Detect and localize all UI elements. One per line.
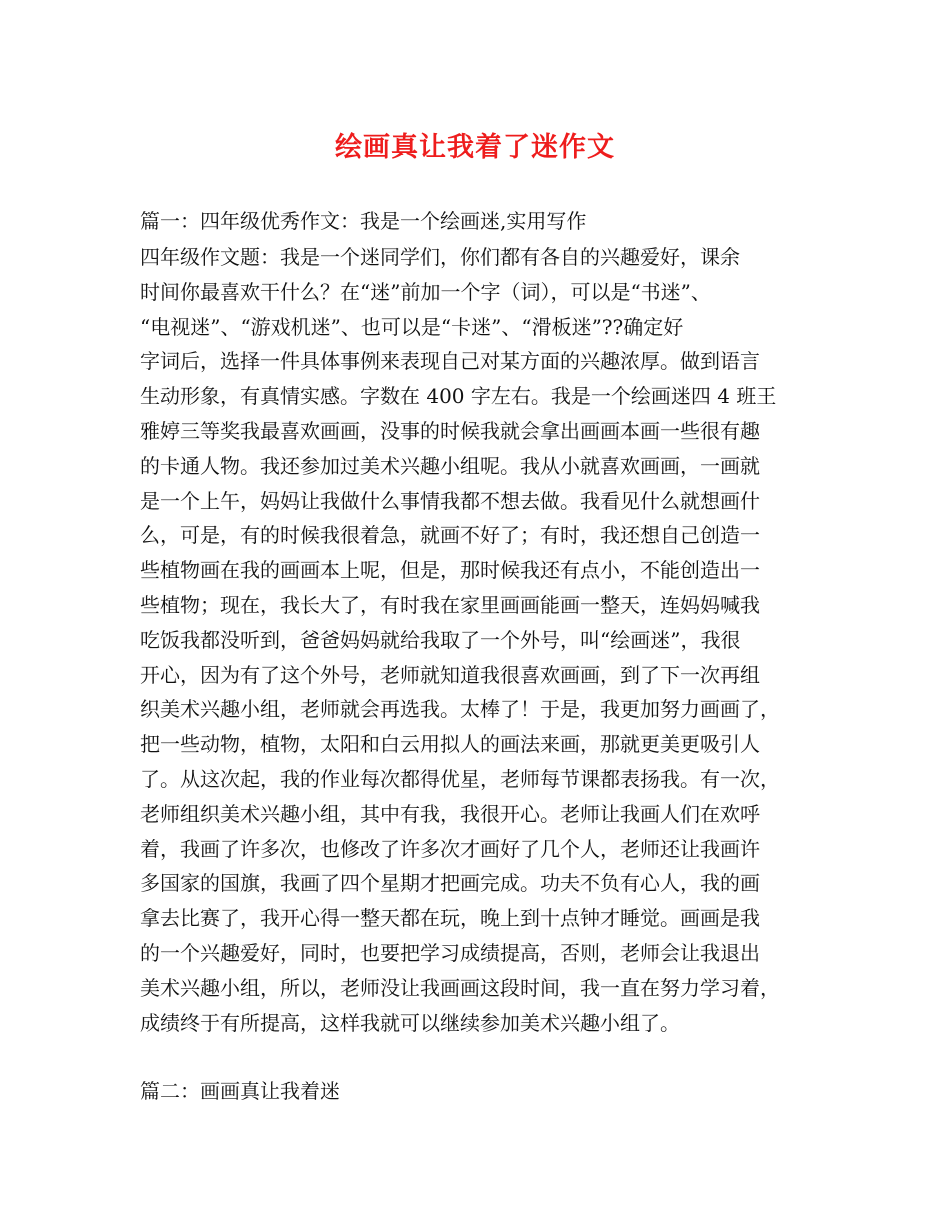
body-line: 的卡通人物。我还参加过美术兴趣小组呢。我从小就喜欢画画，一画就	[140, 453, 760, 478]
body-line: 时间你最喜欢干什么？在“迷”前加一个字（词），可以是“书迷”、	[140, 279, 711, 304]
body-line: 些植物；现在，我长大了，有时我在家里画画能画一整天，连妈妈喊我	[140, 592, 760, 617]
body-line: 的一个兴趣爱好，同时，也要把学习成绩提高，否则，老师会让我退出	[140, 940, 760, 965]
body-line: 雅婷三等奖我最喜欢画画，没事的时候我就会拿出画画本画一些很有趣	[140, 418, 760, 443]
body-line: 把一些动物，植物，太阳和白云用拟人的画法来画，那就更美更吸引人	[140, 732, 760, 757]
body-line: 成绩终于有所提高，这样我就可以继续参加美术兴趣小组了。	[140, 1010, 680, 1035]
body-line: 四年级作文题：我是一个迷同学们，你们都有各自的兴趣爱好，课余	[140, 245, 740, 269]
document-title: 绘画真让我着了迷作文	[335, 132, 615, 163]
body-line: 开心，因为有了这个外号，老师就知道我很喜欢画画，到了下一次再组	[140, 662, 760, 687]
body-line: 织美术兴趣小组，老师就会再选我。太棒了！于是，我更加努力画画了，	[140, 697, 780, 722]
section-heading-2: 篇二：画画真让我着迷	[140, 1079, 340, 1103]
body-line: 老师组织美术兴趣小组，其中有我，我很开心。老师让我画人们在欢呼	[140, 801, 760, 826]
body-paragraph	[140, 240, 820, 1040]
body-line: 美术兴趣小组，所以，老师没让我画画这段时间，我一直在努力学习着，	[140, 975, 780, 1000]
body-line: 多国家的国旗，我画了四个星期才把画完成。功夫不负有心人，我的画	[140, 871, 760, 896]
body-line: 生动形象，有真情实感。字数在 400 字左右。我是一个绘画迷四 4 班王	[140, 384, 777, 409]
body-line: 了。从这次起，我的作业每次都得优星，老师每节课都表扬我。有一次，	[140, 766, 780, 791]
body-line: 吃饭我都没听到，爸爸妈妈就给我取了一个外号，叫“绘画迷”，我很	[140, 627, 741, 652]
body-line: 么，可是，有的时候我很着急，就画不好了；有时，我还想自己创造一	[140, 523, 760, 548]
body-line: 些植物画在我的画画本上呢，但是，那时候我还有点小，不能创造出一	[140, 558, 760, 583]
body-line: 拿去比赛了，我开心得一整天都在玩，晚上到十点钟才睡觉。画画是我	[140, 906, 760, 931]
body-line: 是一个上午，妈妈让我做什么事情我都不想去做。我看见什么就想画什	[140, 488, 760, 513]
body-line: 字词后，选择一件具体事例来表现自己对某方面的兴趣浓厚。做到语言	[140, 349, 760, 374]
body-line: “电视迷”、“游戏机迷”、也可以是“卡迷”、“滑板迷”??确定好	[140, 314, 684, 339]
section-heading-1: 篇一：四年级优秀作文：我是一个绘画迷,实用写作	[140, 209, 587, 233]
body-line: 着，我画了许多次，也修改了许多次才画好了几个人，老师还让我画许	[140, 836, 760, 861]
